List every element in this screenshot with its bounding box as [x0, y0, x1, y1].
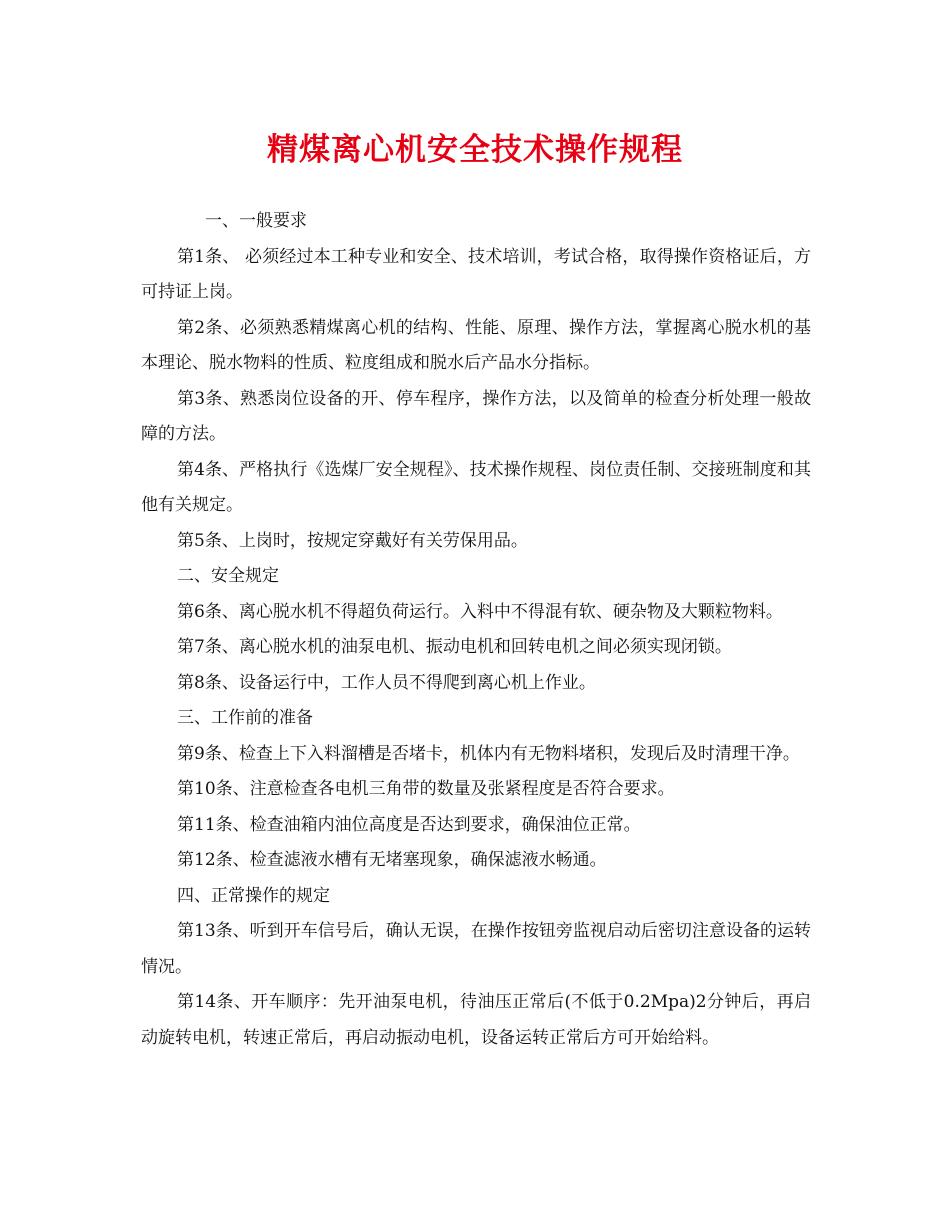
article-10: 第10条、注意检查各电机三角带的数量及张紧程度是否符合要求。 [177, 779, 675, 799]
section-heading-general: 一、一般要求 [205, 211, 307, 231]
article-6: 第6条、离心脱水机不得超负荷运行。入料中不得混有软、硬杂物及大颗粒物料。 [177, 601, 783, 622]
article-14: 第14条、开车顺序：先开油泵电机，待油压正常后(不低于0.2Mpa)2分钟后，再启动旋转电机，转速正常后，再启动振动电机，设备运转正常后方可开始给料。 [141, 992, 811, 1048]
section-heading-safety: 二、安全规定 [177, 566, 279, 586]
document-title: 精煤离心机安全技术操作规程 [267, 132, 683, 168]
document-body [141, 204, 811, 1056]
article-13: 第13条、听到开车信号后，确认无误，在操作按钮旁监视启动后密切注意设备的运转情况。 [141, 921, 811, 977]
section-heading-operation: 四、正常操作的规定 [177, 885, 330, 906]
article-5: 第5条、上岗时，按规定穿戴好有关劳保用品。 [177, 530, 528, 551]
article-3: 第3条、熟悉岗位设备的开、停车程序，操作方法，以及简单的检查分析处理一般故障的方法。 [141, 388, 811, 444]
article-2: 第2条、必须熟悉精煤离心机的结构、性能、原理、操作方法，掌握离心脱水机的基本理论、脱水物料的性质、粒度组成和脱水后产品水分指标。 [141, 317, 811, 373]
section-heading-preparation: 三、工作前的准备 [177, 708, 313, 728]
article-1: 第1条、 必须经过本工种专业和安全、技术培训，考试合格，取得操作资格证后，方可持证上岗。 [141, 246, 811, 302]
article-7: 第7条、离心脱水机的油泵电机、振动电机和回转电机之间必须实现闭锁。 [177, 637, 732, 657]
article-8: 第8条、设备运行中，工作人员不得爬到离心机上作业。 [177, 672, 596, 693]
article-12: 第12条、检查滤液水槽有无堵塞现象，确保滤液水畅通。 [177, 850, 607, 870]
article-9: 第9条、检查上下入料溜槽是否堵卡，机体内有无物料堵积，发现后及时清理干净。 [177, 743, 800, 764]
article-4: 第4条、严格执行《选煤厂安全规程》、技术操作规程、岗位责任制、交接班制度和其他有关规定。 [141, 459, 811, 515]
article-11: 第11条、检查油箱内油位高度是否达到要求，确保油位正常。 [177, 814, 641, 835]
